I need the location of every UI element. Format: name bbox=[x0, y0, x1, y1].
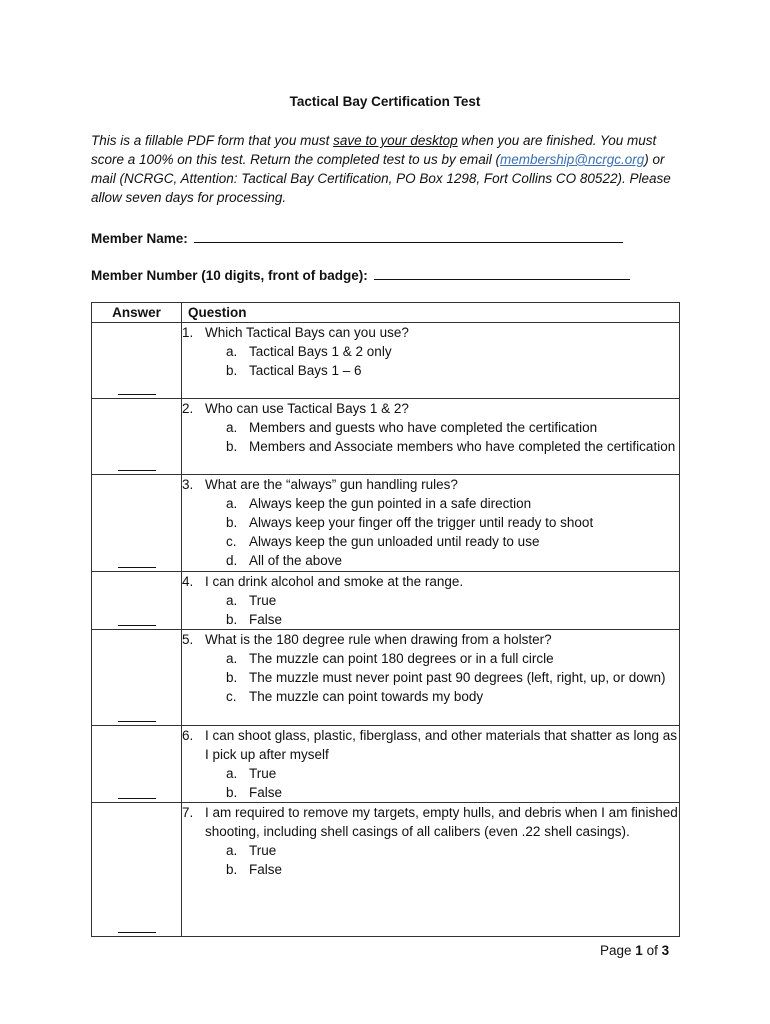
answer-cell bbox=[92, 475, 182, 572]
answer-option bbox=[182, 783, 679, 802]
question-cell bbox=[182, 475, 680, 572]
option-text: Always keep the gun pointed in a safe direction bbox=[249, 496, 532, 511]
option-letter: a. bbox=[226, 843, 238, 858]
answer-option bbox=[182, 610, 679, 629]
question-number: 3. bbox=[182, 477, 194, 492]
question-body: Who can use Tactical Bays 1 & 2? bbox=[205, 401, 409, 416]
option-letter: c. bbox=[226, 689, 237, 704]
option-text: Tactical Bays 1 & 2 only bbox=[249, 344, 392, 359]
question-body: I can shoot glass, plastic, fiberglass, and other materials that shatter as long as I pick up after myself bbox=[205, 728, 677, 762]
table-row bbox=[92, 399, 680, 475]
answer-option bbox=[182, 841, 679, 860]
intro-text-1: This is a fillable PDF form that you must bbox=[91, 133, 334, 148]
question-rows bbox=[92, 323, 680, 937]
answer-blank-field[interactable] bbox=[118, 567, 156, 568]
answer-option bbox=[182, 687, 679, 706]
page-footer bbox=[600, 943, 669, 958]
page-number: 1 bbox=[635, 943, 643, 958]
email-link[interactable]: membership@ncrgc.org bbox=[499, 152, 645, 167]
option-letter: a. bbox=[226, 420, 238, 435]
question-body: I can drink alcohol and smoke at the range. bbox=[205, 574, 464, 589]
answer-cell bbox=[92, 323, 182, 399]
member-name-row bbox=[91, 228, 623, 246]
option-letter: b. bbox=[226, 439, 238, 454]
question-text bbox=[182, 323, 679, 342]
table-row bbox=[92, 572, 680, 630]
question-cell bbox=[182, 399, 680, 475]
question-cell bbox=[182, 803, 680, 937]
answer-option bbox=[182, 437, 679, 456]
member-number-label: Member Number (10 digits, front of badge): bbox=[91, 268, 368, 283]
answer-option bbox=[182, 668, 679, 687]
option-letter: a. bbox=[226, 344, 238, 359]
answer-column-header: Answer bbox=[92, 303, 182, 323]
answer-blank-field[interactable] bbox=[118, 932, 156, 933]
question-number: 2. bbox=[182, 401, 194, 416]
option-letter: b. bbox=[226, 612, 238, 627]
answer-option bbox=[182, 860, 679, 879]
option-letter: a. bbox=[226, 651, 238, 666]
question-number: 1. bbox=[182, 325, 194, 340]
table-header-row bbox=[92, 303, 680, 323]
option-letter: b. bbox=[226, 862, 238, 877]
option-text: The muzzle can point towards my body bbox=[249, 689, 484, 704]
member-name-label: Member Name: bbox=[91, 231, 188, 246]
option-text: False bbox=[249, 862, 283, 877]
question-body: I am required to remove my targets, empty hulls, and debris when I am finished shooting, including shell casings of all calibers (even .22 shell casings). bbox=[205, 805, 678, 839]
option-text: Always keep the gun unloaded until ready to use bbox=[249, 534, 540, 549]
answer-option bbox=[182, 764, 679, 783]
option-letter: a. bbox=[226, 593, 238, 608]
of-word: of bbox=[646, 943, 658, 958]
answer-cell bbox=[92, 726, 182, 803]
option-letter: a. bbox=[226, 766, 238, 781]
answer-blank-field[interactable] bbox=[118, 394, 156, 395]
page-word: Page bbox=[600, 943, 632, 958]
question-body: Which Tactical Bays can you use? bbox=[205, 325, 409, 340]
answer-cell bbox=[92, 803, 182, 937]
question-cell bbox=[182, 630, 680, 726]
option-text: The muzzle must never point past 90 degrees (left, right, up, or down) bbox=[249, 670, 666, 685]
intro-text-3: ) or mail (NCRGC, Attention: Tactical Bay Certification, PO Box 1298, Fort Collins CO 80522). Please allow seven days for processing. bbox=[91, 152, 671, 205]
answer-option bbox=[182, 361, 679, 380]
question-text bbox=[182, 399, 679, 418]
option-text: False bbox=[249, 612, 283, 627]
option-letter: d. bbox=[226, 553, 238, 568]
intro-text-2: when you are finished. You must score a 100% on this test. Return the completed test to us by email ( bbox=[91, 133, 657, 167]
option-text: True bbox=[249, 766, 277, 781]
question-cell bbox=[182, 726, 680, 803]
option-text: All of the above bbox=[249, 553, 343, 568]
question-text bbox=[182, 803, 679, 841]
answer-option bbox=[182, 342, 679, 361]
member-number-row bbox=[91, 265, 630, 283]
question-number: 7. bbox=[182, 805, 194, 820]
intro-underlined-text: save to your desktop bbox=[333, 133, 458, 148]
option-letter: b. bbox=[226, 363, 238, 378]
member-number-field[interactable] bbox=[374, 265, 630, 280]
answer-cell bbox=[92, 572, 182, 630]
table-row bbox=[92, 475, 680, 572]
document-title: Tactical Bay Certification Test bbox=[289, 94, 481, 109]
question-cell bbox=[182, 323, 680, 399]
table-row bbox=[92, 323, 680, 399]
question-number: 6. bbox=[182, 728, 194, 743]
question-table bbox=[91, 302, 680, 937]
table-row bbox=[92, 630, 680, 726]
answer-blank-field[interactable] bbox=[118, 470, 156, 471]
question-text bbox=[182, 726, 679, 764]
question-number: 5. bbox=[182, 632, 194, 647]
option-letter: b. bbox=[226, 515, 238, 530]
option-text: The muzzle can point 180 degrees or in a full circle bbox=[249, 651, 554, 666]
question-text bbox=[182, 475, 679, 494]
member-name-field[interactable] bbox=[194, 228, 623, 243]
option-letter: c. bbox=[226, 534, 237, 549]
page-total: 3 bbox=[661, 943, 670, 958]
answer-option bbox=[182, 418, 679, 437]
answer-blank-field[interactable] bbox=[118, 625, 156, 626]
answer-cell bbox=[92, 630, 182, 726]
answer-option bbox=[182, 551, 679, 570]
answer-blank-field[interactable] bbox=[118, 721, 156, 722]
answer-cell bbox=[92, 399, 182, 475]
option-text: True bbox=[249, 593, 277, 608]
option-letter: a. bbox=[226, 496, 238, 511]
option-text: Always keep your finger off the trigger until ready to shoot bbox=[249, 515, 594, 530]
question-number: 4. bbox=[182, 574, 194, 589]
question-column-header: Question bbox=[182, 303, 680, 323]
option-text: Members and Associate members who have completed the certification bbox=[249, 439, 676, 454]
answer-blank-field[interactable] bbox=[118, 798, 156, 799]
question-cell bbox=[182, 572, 680, 630]
answer-option bbox=[182, 591, 679, 610]
table-row bbox=[92, 726, 680, 803]
question-body: What is the 180 degree rule when drawing from a holster? bbox=[205, 632, 552, 647]
answer-option bbox=[182, 532, 679, 551]
question-text bbox=[182, 630, 679, 649]
option-letter: b. bbox=[226, 670, 238, 685]
option-letter: b. bbox=[226, 785, 238, 800]
intro-paragraph bbox=[91, 131, 691, 207]
option-text: Tactical Bays 1 – 6 bbox=[249, 363, 362, 378]
answer-option bbox=[182, 513, 679, 532]
question-body: What are the “always” gun handling rules? bbox=[205, 477, 458, 492]
option-text: False bbox=[249, 785, 283, 800]
question-text bbox=[182, 572, 679, 591]
option-text: Members and guests who have completed the certification bbox=[249, 420, 598, 435]
table-row bbox=[92, 803, 680, 937]
answer-option bbox=[182, 649, 679, 668]
answer-option bbox=[182, 494, 679, 513]
option-text: True bbox=[249, 843, 277, 858]
